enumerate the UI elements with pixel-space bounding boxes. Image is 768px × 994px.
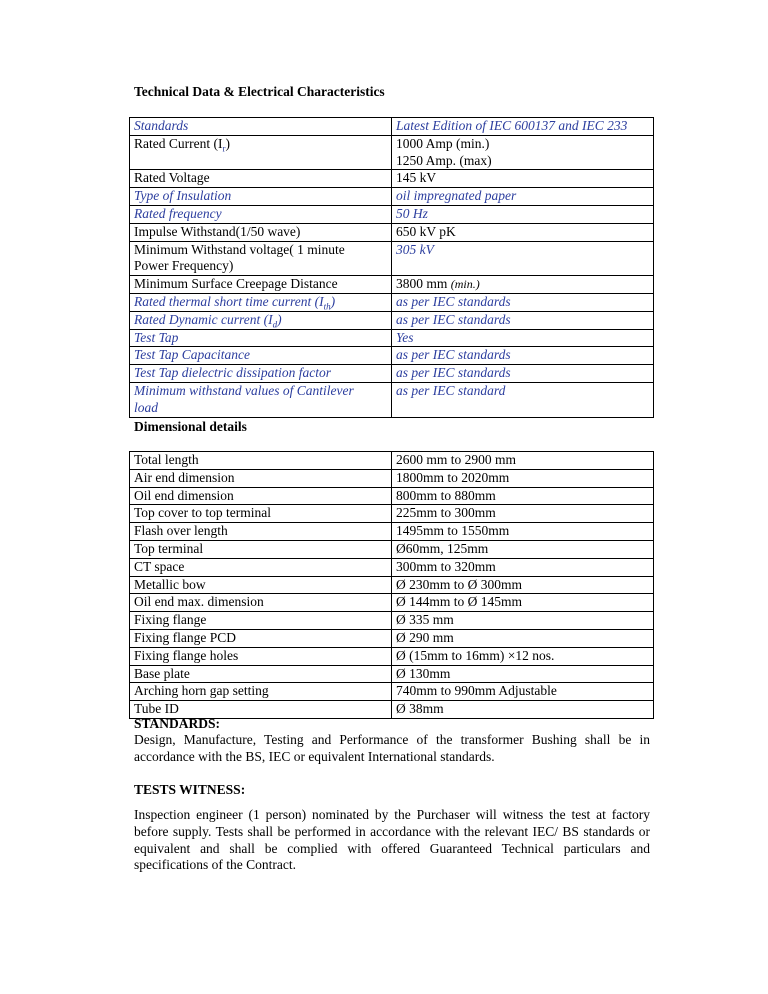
value-text: Latest Edition of IEC 600137 and IEC 233 (396, 118, 628, 133)
table-row (130, 329, 654, 347)
tests-witness-heading: TESTS WITNESS: (134, 782, 246, 797)
value-cell (392, 629, 654, 647)
value-cell (392, 365, 654, 383)
parameter-cell (130, 329, 392, 347)
value-text: Ø60mm, 125mm (396, 540, 489, 556)
parameter-cell (130, 594, 392, 612)
table-row (130, 205, 654, 223)
parameter-label: Oil end max. dimension (134, 594, 264, 610)
parameter-cell (130, 135, 392, 170)
value-text: Yes (396, 329, 414, 345)
parameter-cell (130, 382, 392, 417)
parameter-label: Metallic bow (134, 576, 206, 592)
table-row (130, 612, 654, 630)
value-text: 145 kV (396, 170, 437, 186)
value-text: 1495mm to 1550mm (396, 523, 510, 539)
parameter-subscript: r (222, 143, 226, 154)
table-row (130, 382, 654, 417)
parameter-cell (130, 683, 392, 701)
parameter-label: Fixing flange (134, 612, 207, 628)
table-row (130, 683, 654, 701)
parameter-cell (130, 347, 392, 365)
table-row (130, 629, 654, 647)
value-text: oil impregnated paper (396, 188, 517, 204)
parameter-cell (130, 452, 392, 470)
parameter-label: Impulse Withstand(1/50 wave) (134, 223, 301, 239)
parameter-subscript: th (323, 301, 331, 312)
parameter-label: Standards (134, 118, 189, 133)
value-cell (392, 558, 654, 576)
parameter-label: Rated Voltage (134, 170, 210, 186)
parameter-cell (130, 665, 392, 683)
parameter-label: Test Tap Capacitance (134, 347, 251, 363)
value-text: Ø 230mm to Ø 300mm (396, 576, 523, 592)
parameter-label: Minimum Surface Creepage Distance (134, 276, 338, 292)
value-note: (min.) (450, 277, 480, 292)
parameter-label: CT space (134, 558, 185, 574)
parameter-cell (130, 276, 392, 294)
value-cell (392, 135, 654, 170)
parameter-label: Rated Current (I (134, 135, 223, 151)
table-row (130, 452, 654, 470)
section-title-technical: Technical Data & Electrical Characteristics (134, 84, 385, 99)
dimensional-details-table (129, 451, 654, 719)
value-cell (392, 205, 654, 223)
parameter-label: Flash over length (134, 523, 228, 539)
value-text: Ø 144mm to Ø 145mm (396, 594, 523, 610)
table-row (130, 540, 654, 558)
table-row (130, 469, 654, 487)
parameter-label: Fixing flange holes (134, 647, 239, 663)
table-row (130, 487, 654, 505)
value-cell (392, 188, 654, 206)
value-text: Ø 335 mm (396, 612, 454, 628)
parameter-cell (130, 469, 392, 487)
parameter-cell (130, 241, 392, 276)
parameter-cell (130, 647, 392, 665)
parameter-label-line2: load (134, 399, 159, 415)
parameter-label-end: ) (277, 311, 282, 327)
parameter-cell (130, 540, 392, 558)
parameter-cell (130, 293, 392, 311)
table-row (130, 223, 654, 241)
table-row (130, 365, 654, 383)
value-cell (392, 594, 654, 612)
value-cell (392, 487, 654, 505)
tests-witness-paragraph: Inspection engineer (1 person) nominated by the Purchaser will witness the test at factory before supply. Tests shall be performed in accordance with the relevant IEC/ BS standards or equivalent and shall be complied with offered Guaranteed Technical particulars and specifications of the Contract. (134, 807, 650, 873)
parameter-cell (130, 576, 392, 594)
parameter-label-line2: Power Frequency) (134, 258, 234, 274)
value-text-line2: 1250 Amp. (max) (396, 152, 492, 168)
table-row (130, 311, 654, 329)
table-row (130, 594, 654, 612)
value-text: as per IEC standards (396, 365, 511, 381)
parameter-cell (130, 365, 392, 383)
parameter-label: Type of Insulation (134, 188, 232, 204)
value-text: as per IEC standards (396, 311, 511, 327)
parameter-cell (130, 223, 392, 241)
value-text: Ø 290 mm (396, 629, 454, 645)
parameter-cell (130, 188, 392, 206)
value-cell (392, 276, 654, 294)
parameter-label: Air end dimension (134, 469, 235, 485)
parameter-label: Arching horn gap setting (134, 683, 269, 699)
value-cell (392, 329, 654, 347)
value-text: 50 Hz (396, 205, 428, 221)
value-text: Ø (15mm to 16mm) ×12 nos. (396, 647, 555, 663)
parameter-label: Rated Dynamic current (I (134, 311, 273, 327)
parameter-label: Base plate (134, 665, 190, 681)
value-cell (392, 118, 654, 136)
value-cell (392, 311, 654, 329)
value-text: 305 kV (396, 241, 434, 257)
parameter-label: Total length (134, 452, 199, 467)
value-cell (392, 523, 654, 541)
table-row (130, 188, 654, 206)
table-row (130, 647, 654, 665)
table-row (130, 118, 654, 136)
section-title-dimensional: Dimensional details (134, 419, 247, 434)
standards-paragraph: Design, Manufacture, Testing and Performance of the transformer Bushing shall be in accordance with the BS, IEC or equivalent International standards. (134, 732, 650, 764)
value-text: 1800mm to 2020mm (396, 469, 510, 485)
value-cell (392, 683, 654, 701)
technical-data-table (129, 117, 654, 418)
table-row (130, 576, 654, 594)
parameter-label: Fixing flange PCD (134, 629, 237, 645)
value-cell (392, 612, 654, 630)
value-cell (392, 665, 654, 683)
value-cell (392, 540, 654, 558)
parameter-cell (130, 505, 392, 523)
parameter-label: Minimum Withstand voltage( 1 minute (134, 241, 345, 257)
table-row (130, 293, 654, 311)
parameter-label: Oil end dimension (134, 487, 234, 503)
parameter-cell (130, 118, 392, 136)
value-text: 300mm to 320mm (396, 558, 496, 574)
value-text: 1000 Amp (min.) (396, 135, 490, 151)
value-text: Ø 38mm (396, 701, 444, 717)
parameter-subscript: d (272, 319, 278, 330)
table-row (130, 523, 654, 541)
table-row (130, 276, 654, 294)
table-row (130, 135, 654, 170)
parameter-cell (130, 523, 392, 541)
parameter-label-end: ) (330, 293, 336, 309)
parameter-label: Top cover to top terminal (134, 505, 272, 521)
value-cell (392, 293, 654, 311)
parameter-label: Rated thermal short time current (I (134, 293, 324, 309)
value-cell (392, 469, 654, 487)
standards-heading: STANDARDS: (134, 716, 221, 731)
parameter-label: Tube ID (134, 701, 179, 717)
value-cell (392, 382, 654, 417)
value-text: 740mm to 990mm Adjustable (396, 683, 557, 699)
value-cell (392, 576, 654, 594)
value-text: 225mm to 300mm (396, 505, 496, 521)
value-text: 2600 mm to 2900 mm (396, 452, 517, 467)
value-cell (392, 647, 654, 665)
parameter-cell (130, 558, 392, 576)
value-text: as per IEC standards (396, 293, 511, 309)
value-cell (392, 701, 654, 719)
parameter-label-end: ) (225, 135, 230, 151)
value-text: 3800 mm (396, 276, 448, 292)
value-cell (392, 505, 654, 523)
value-text: 650 kV pK (396, 223, 456, 239)
table-row (130, 241, 654, 276)
parameter-cell (130, 311, 392, 329)
parameter-label: Minimum withstand values of Cantilever (134, 382, 354, 398)
parameter-cell (130, 629, 392, 647)
value-text: as per IEC standard (396, 382, 506, 398)
value-cell (392, 170, 654, 188)
value-text: Ø 130mm (396, 665, 451, 681)
table-row (130, 347, 654, 365)
value-cell (392, 347, 654, 365)
parameter-label: Test Tap (134, 329, 179, 345)
parameter-label: Rated frequency (134, 205, 222, 221)
parameter-cell (130, 612, 392, 630)
value-cell (392, 452, 654, 470)
table-row (130, 170, 654, 188)
parameter-cell (130, 170, 392, 188)
parameter-cell (130, 487, 392, 505)
table-row (130, 665, 654, 683)
value-text: 800mm to 880mm (396, 487, 496, 503)
parameter-label: Test Tap dielectric dissipation factor (134, 365, 332, 381)
table-row (130, 558, 654, 576)
value-text: as per IEC standards (396, 347, 511, 363)
table-row (130, 505, 654, 523)
value-cell (392, 223, 654, 241)
parameter-cell (130, 205, 392, 223)
value-cell (392, 241, 654, 276)
parameter-label: Top terminal (134, 540, 204, 556)
